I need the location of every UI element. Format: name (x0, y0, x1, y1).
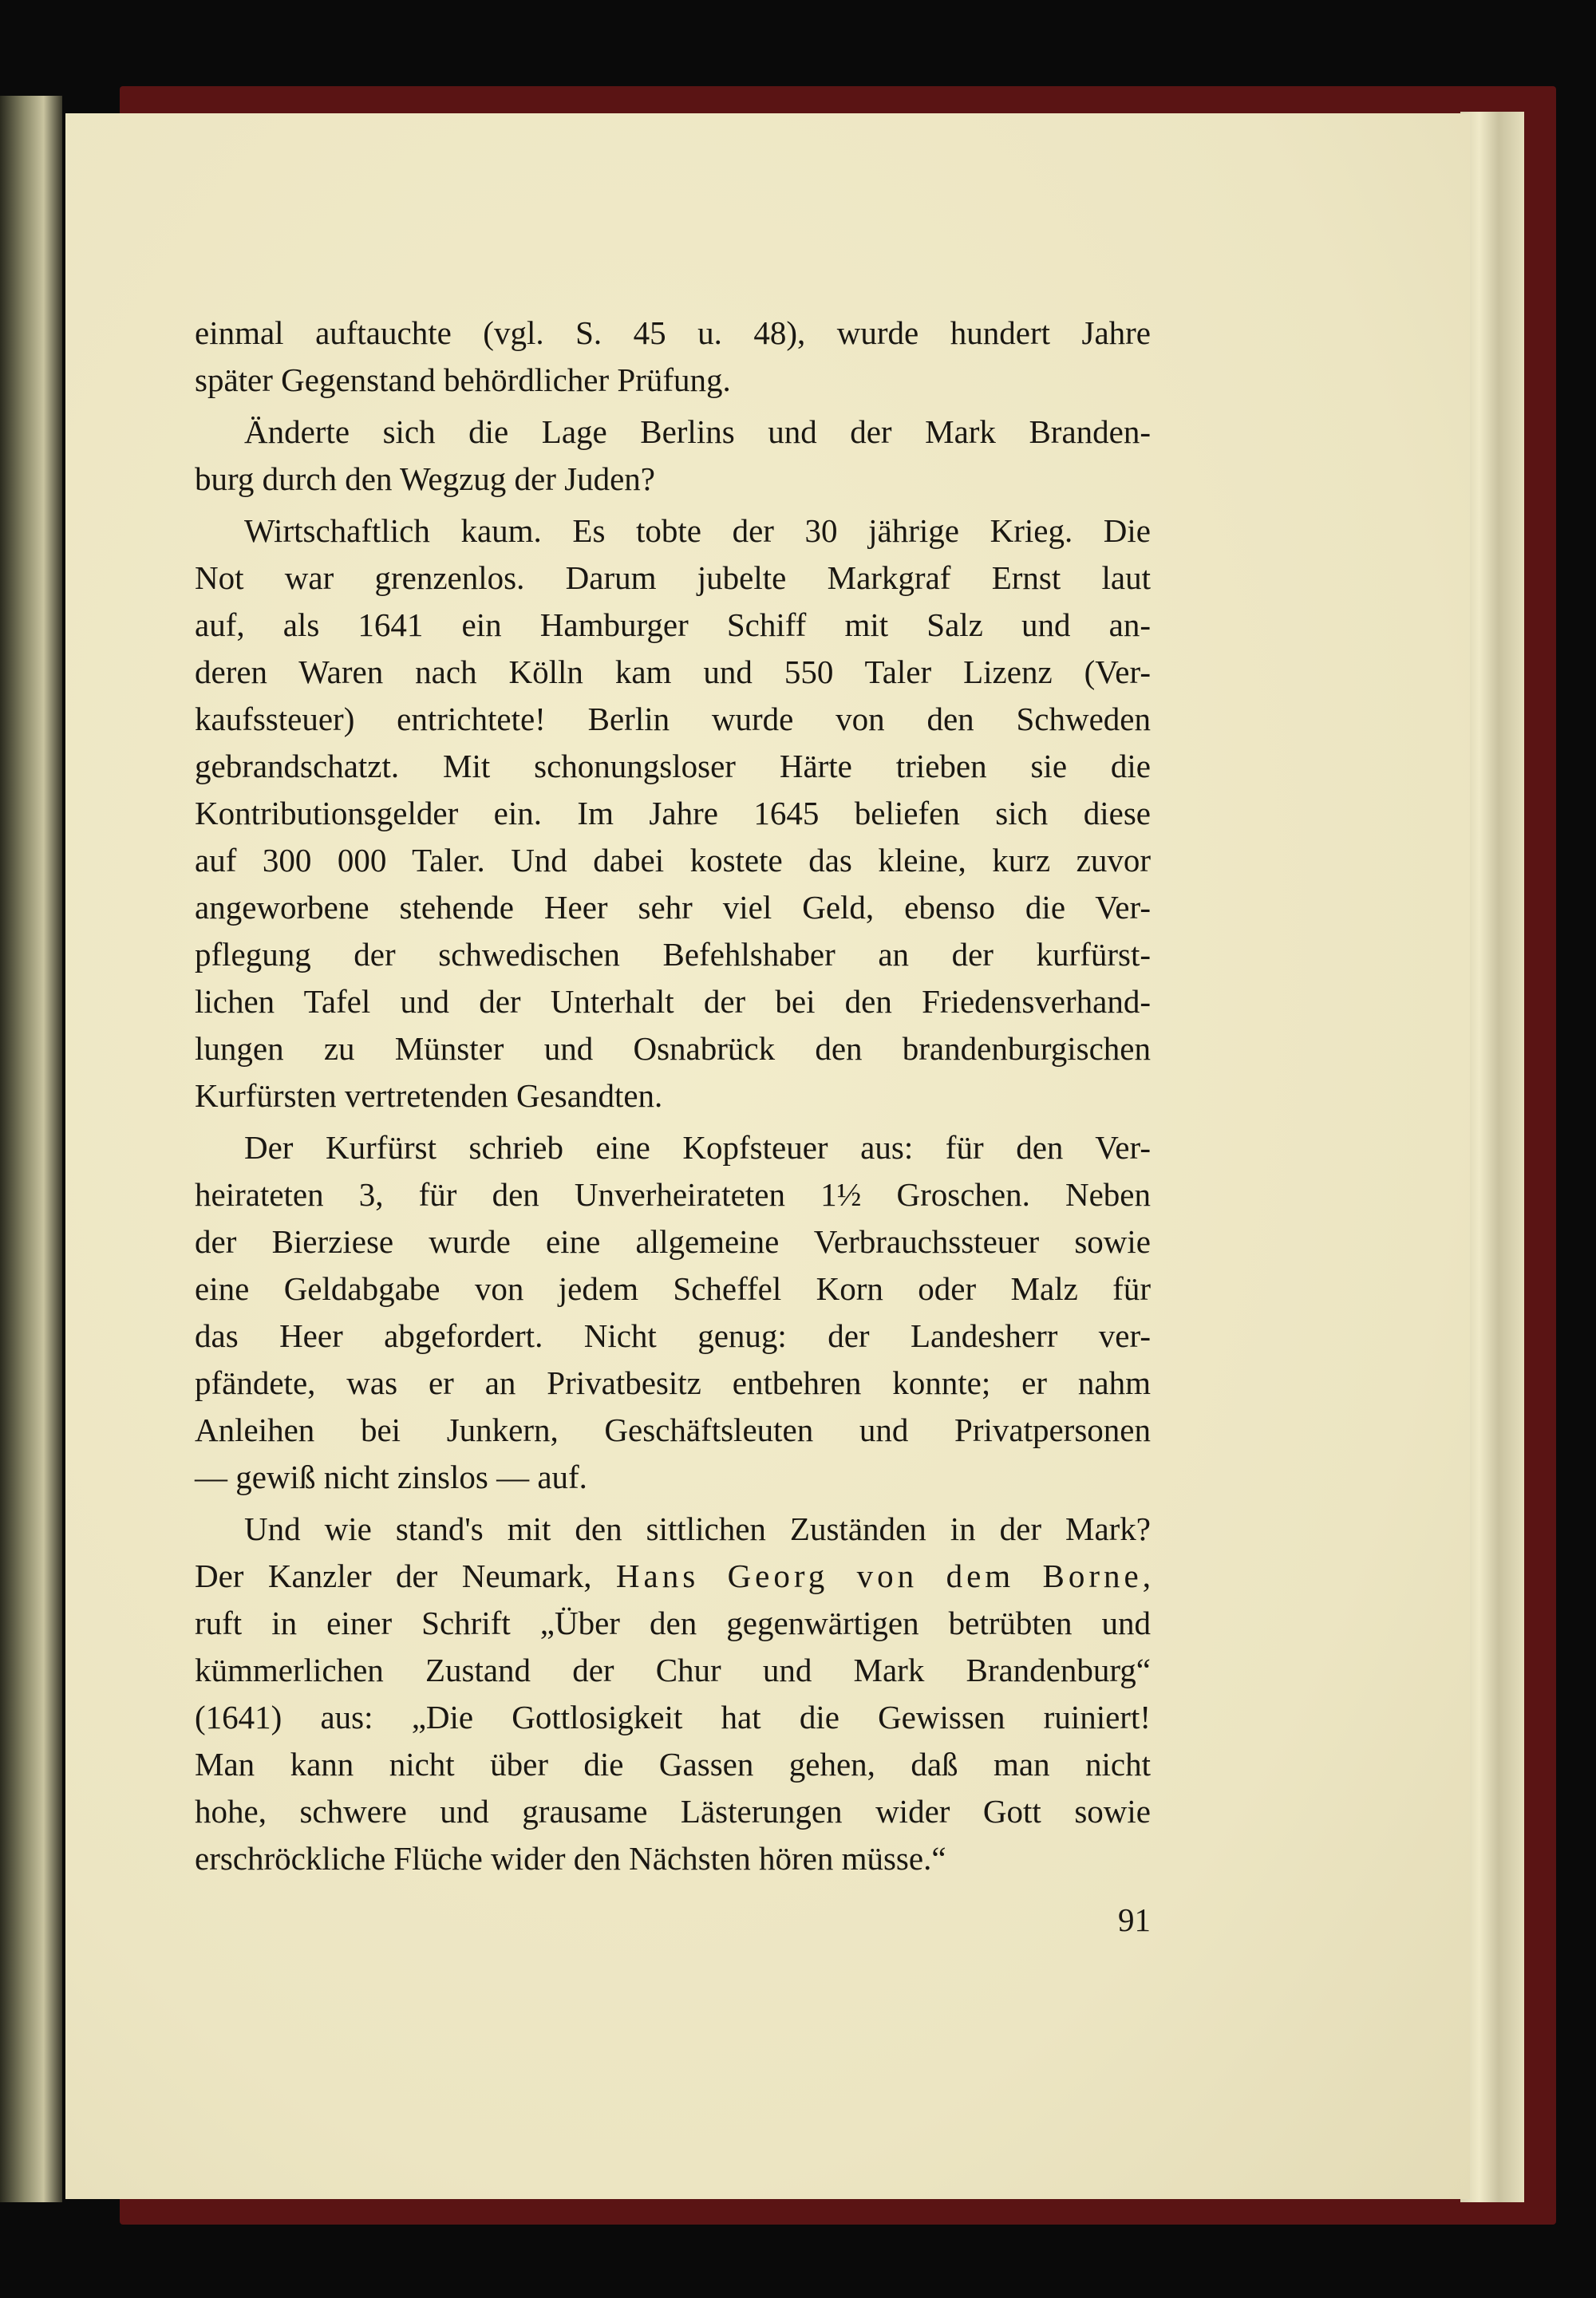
text-line: pfändete, was er an Privatbesitz entbehren konnte; er nahm (195, 1364, 1151, 1401)
text-line: heirateten 3, für den Unverheirateten 1½ Groschen. Neben (195, 1176, 1151, 1213)
text-line: gebrandschatzt. Mit schonungsloser Härte trieben sie die (195, 748, 1151, 784)
paragraph (195, 310, 1151, 404)
text-line: kaufssteuer) entrichtete! Berlin wurde von den Schweden (195, 701, 1151, 737)
text-line: burg durch den Wegzug der Juden? (195, 460, 655, 497)
spaced-name: Hans Georg von dem Borne (615, 1558, 1143, 1594)
text-line: Not war grenzenlos. Darum jubelte Markgraf Ernst laut (195, 559, 1151, 596)
text-line: — gewiß nicht zinslos — auf. (195, 1459, 587, 1495)
text-line: einmal auftauchte (vgl. S. 45 u. 48), wurde hundert Jahre (195, 314, 1151, 351)
text-line: (1641) aus: „Die Gottlosigkeit hat die Gewissen ruiniert! (195, 1699, 1151, 1735)
text-line: Kontributionsgelder ein. Im Jahre 1645 beliefen sich diese (195, 795, 1151, 831)
paragraph (195, 1506, 1151, 1882)
text-line: ruft in einer Schrift „Über den gegenwärtigen betrübten und (195, 1605, 1151, 1641)
text-line: Der Kurfürst schrieb eine Kopfsteuer aus: für den Ver- (244, 1129, 1151, 1166)
facing-page-edge (0, 96, 62, 2202)
text-line: erschröckliche Flüche wider den Nächsten hören müsse.“ (195, 1840, 946, 1877)
text-line: angeworbene stehende Heer sehr viel Geld, ebenso die Ver- (195, 889, 1151, 926)
text-line: Änderte sich die Lage Berlins und der Mark Branden- (244, 413, 1151, 450)
paragraph (195, 507, 1151, 1119)
page-stack-edge (1460, 112, 1524, 2202)
text-line: deren Waren nach Kölln kam und 550 Taler Lizenz (Ver- (195, 653, 1151, 690)
text-line: hohe, schwere und grausame Lästerungen wider Gott sowie (195, 1793, 1151, 1830)
text-line: Der Kanzler der Neumark, Hans Georg von dem Borne, (195, 1558, 1151, 1594)
text-line: lungen zu Münster und Osnabrück den brandenburgischen (195, 1030, 1151, 1067)
text-line: das Heer abgefordert. Nicht genug: der Landesherr ver- (195, 1317, 1151, 1354)
text-line: Man kann nicht über die Gassen gehen, daß man nicht (195, 1746, 1151, 1783)
text-line: pflegung der schwedischen Befehlshaber an der kurfürst- (195, 936, 1151, 973)
paragraph (195, 1124, 1151, 1501)
text-line: später Gegenstand behördlicher Prüfung. (195, 361, 731, 398)
text-line: kümmerlichen Zustand der Chur und Mark Brandenburg“ (195, 1652, 1151, 1688)
text-line: Und wie stand's mit den sittlichen Zuständen in der Mark? (244, 1510, 1151, 1547)
text-line: auf, als 1641 ein Hamburger Schiff mit Salz und an- (195, 606, 1151, 643)
text-line: Anleihen bei Junkern, Geschäftsleuten und Privatpersonen (195, 1412, 1151, 1448)
text-line: Wirtschaftlich kaum. Es tobte der 30 jährige Krieg. Die (244, 512, 1151, 549)
text-line: Kurfürsten vertretenden Gesandten. (195, 1077, 663, 1114)
page-number: 91 (1118, 1901, 1151, 1938)
paragraph (195, 409, 1151, 503)
text-line: eine Geldabgabe von jedem Scheffel Korn oder Malz für (195, 1270, 1151, 1307)
text-line: auf 300 000 Taler. Und dabei kostete das kleine, kurz zuvor (195, 842, 1151, 879)
text-line: der Bierziese wurde eine allgemeine Verbrauchssteuer sowie (195, 1223, 1151, 1260)
text-line: lichen Tafel und der Unterhalt der bei den Friedensverhand- (195, 983, 1151, 1020)
body-text (195, 305, 1151, 1882)
